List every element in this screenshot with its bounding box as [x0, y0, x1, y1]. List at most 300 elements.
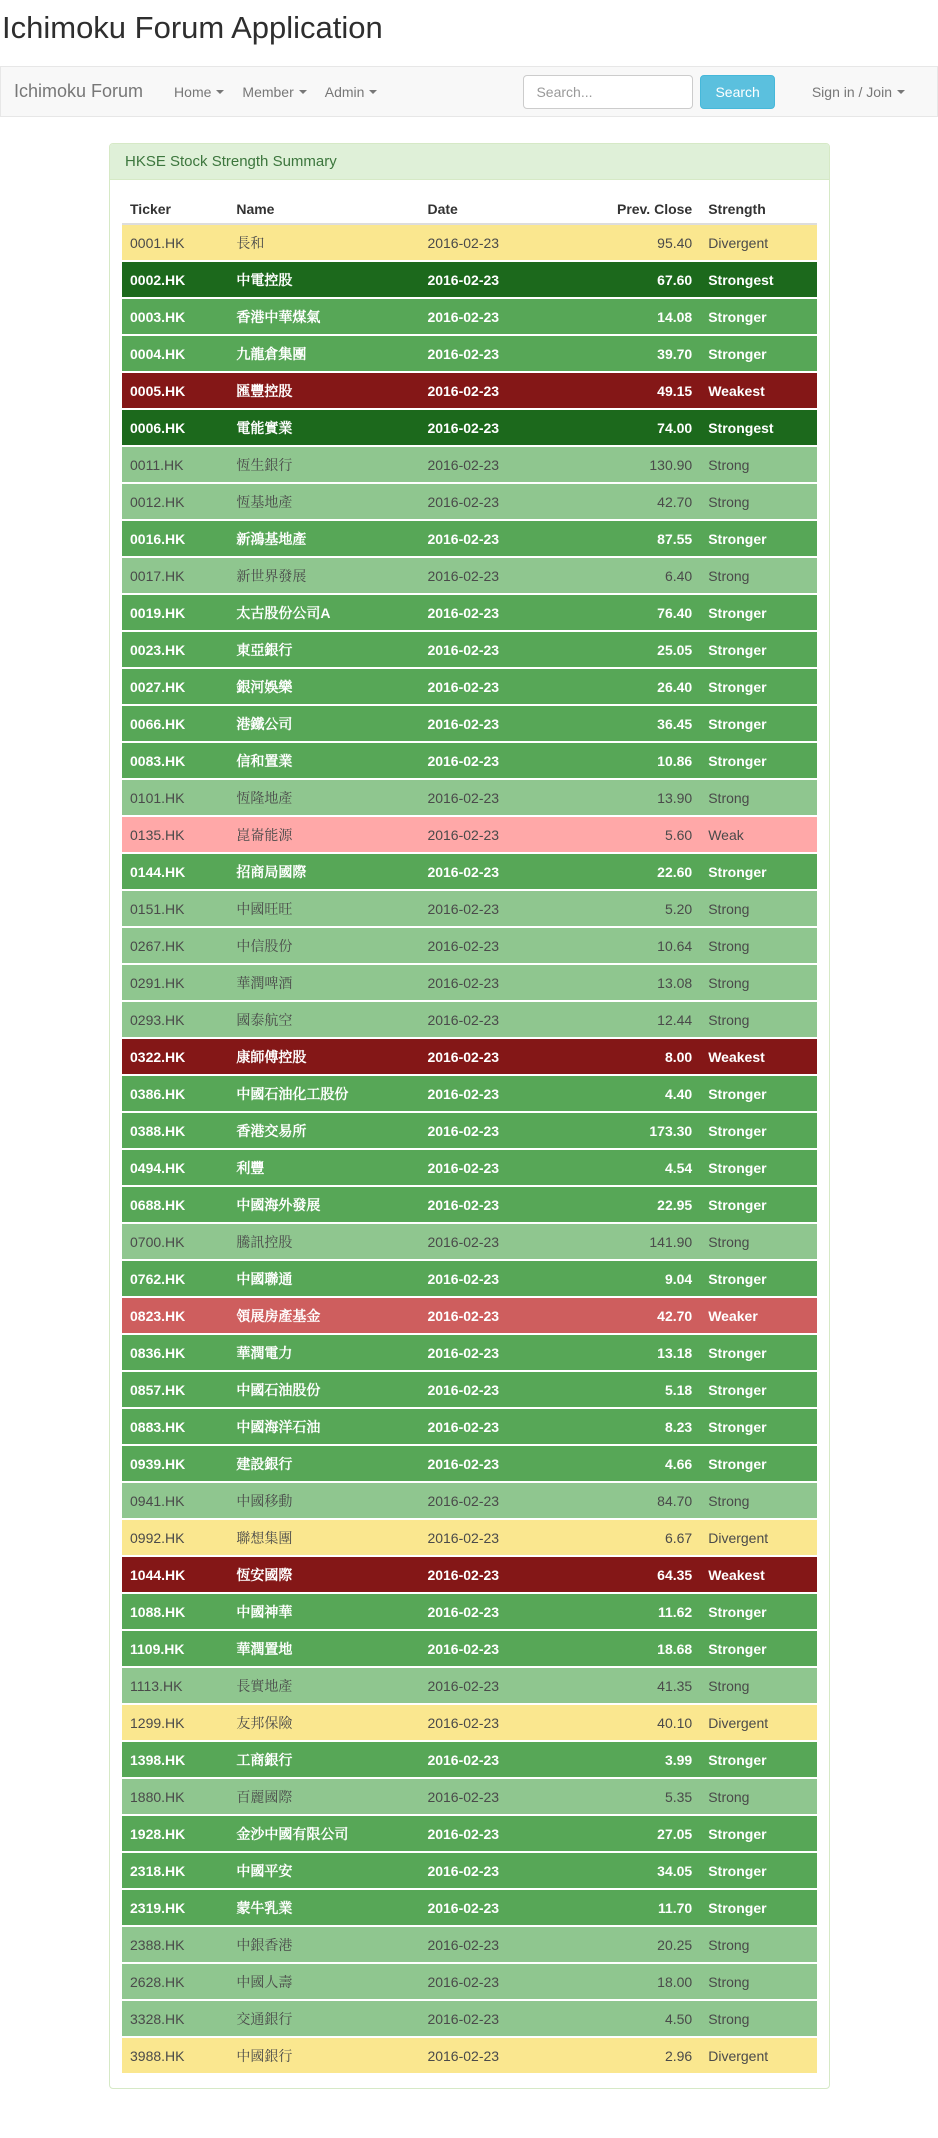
stock-name-cell: 國泰航空: [228, 1001, 419, 1038]
stock-name-cell: 恆基地產: [228, 483, 419, 520]
stock-name-cell: 恆安國際: [228, 1556, 419, 1593]
stock-name-cell: 金沙中國有限公司: [228, 1815, 419, 1852]
table-row: [122, 964, 817, 1001]
ticker-cell: 0688.HK: [122, 1186, 228, 1223]
ticker-cell: 0019.HK: [122, 594, 228, 631]
prev-close-cell: 87.55: [563, 520, 700, 557]
ticker-cell: 0016.HK: [122, 520, 228, 557]
strength-cell: Stronger: [700, 668, 817, 705]
table-row: [122, 372, 817, 409]
ticker-cell: 0941.HK: [122, 1482, 228, 1519]
caret-down-icon: [299, 90, 307, 94]
stock-name-cell: 騰訊控股: [228, 1223, 419, 1260]
ticker-cell: 2318.HK: [122, 1852, 228, 1889]
strength-cell: Weakest: [700, 372, 817, 409]
table-row: [122, 1482, 817, 1519]
stock-name-cell: 中國移動: [228, 1482, 419, 1519]
caret-down-icon: [897, 90, 905, 94]
date-cell: 2016-02-23: [419, 1260, 563, 1297]
strength-cell: Strong: [700, 779, 817, 816]
ticker-cell: 0883.HK: [122, 1408, 228, 1445]
prev-close-cell: 18.00: [563, 1963, 700, 2000]
stock-name-cell: 建設銀行: [228, 1445, 419, 1482]
date-cell: 2016-02-23: [419, 1963, 563, 2000]
prev-close-cell: 13.18: [563, 1334, 700, 1371]
strength-cell: Divergent: [700, 2037, 817, 2073]
strength-cell: Stronger: [700, 298, 817, 335]
table-row: [122, 557, 817, 594]
date-cell: 2016-02-23: [419, 1149, 563, 1186]
date-cell: 2016-02-23: [419, 1926, 563, 1963]
stock-name-cell: 中國聯通: [228, 1260, 419, 1297]
strength-cell: Strongest: [700, 409, 817, 446]
table-row: [122, 1593, 817, 1630]
strength-cell: Strong: [700, 1001, 817, 1038]
ticker-cell: 0144.HK: [122, 853, 228, 890]
date-cell: 2016-02-23: [419, 631, 563, 668]
nav-item-member[interactable]: [233, 67, 315, 117]
signin-join-menu[interactable]: [803, 67, 914, 117]
table-row: [122, 1963, 817, 2000]
date-cell: 2016-02-23: [419, 1038, 563, 1075]
prev-close-cell: 74.00: [563, 409, 700, 446]
strength-cell: Weakest: [700, 1038, 817, 1075]
prev-close-cell: 76.40: [563, 594, 700, 631]
strength-cell: Stronger: [700, 742, 817, 779]
caret-down-icon: [216, 90, 224, 94]
prev-close-cell: 8.00: [563, 1038, 700, 1075]
table-row: [122, 594, 817, 631]
stock-name-cell: 長實地產: [228, 1667, 419, 1704]
stock-name-cell: 友邦保險: [228, 1704, 419, 1741]
stock-name-cell: 銀河娛樂: [228, 668, 419, 705]
nav-item-home-label: Home: [174, 83, 212, 100]
date-cell: 2016-02-23: [419, 668, 563, 705]
prev-close-cell: 173.30: [563, 1112, 700, 1149]
ticker-cell: 0083.HK: [122, 742, 228, 779]
page-title: Ichimoku Forum Application: [2, 10, 383, 45]
table-row: [122, 483, 817, 520]
date-cell: 2016-02-23: [419, 705, 563, 742]
table-header-row: [122, 195, 817, 224]
stock-name-cell: 交通銀行: [228, 2000, 419, 2037]
strength-cell: Strong: [700, 1667, 817, 1704]
strength-cell: Stronger: [700, 1815, 817, 1852]
prev-close-cell: 5.60: [563, 816, 700, 853]
navbar: [0, 66, 938, 117]
prev-close-cell: 10.64: [563, 927, 700, 964]
date-cell: 2016-02-23: [419, 298, 563, 335]
stock-name-cell: 華潤啤酒: [228, 964, 419, 1001]
date-cell: 2016-02-23: [419, 1852, 563, 1889]
strength-cell: Stronger: [700, 335, 817, 372]
prev-close-cell: 11.70: [563, 1889, 700, 1926]
prev-close-cell: 141.90: [563, 1223, 700, 1260]
col-header-date: Date: [419, 195, 563, 224]
table-row: [122, 1445, 817, 1482]
strength-cell: Divergent: [700, 1519, 817, 1556]
table-row: [122, 1075, 817, 1112]
prev-close-cell: 13.90: [563, 779, 700, 816]
table-row: [122, 446, 817, 483]
ticker-cell: 0027.HK: [122, 668, 228, 705]
strength-cell: Stronger: [700, 705, 817, 742]
stock-name-cell: 信和置業: [228, 742, 419, 779]
table-row: [122, 705, 817, 742]
table-row: [122, 1186, 817, 1223]
date-cell: 2016-02-23: [419, 927, 563, 964]
prev-close-cell: 41.35: [563, 1667, 700, 1704]
date-cell: 2016-02-23: [419, 261, 563, 298]
stock-name-cell: 領展房產基金: [228, 1297, 419, 1334]
prev-close-cell: 4.50: [563, 2000, 700, 2037]
stock-name-cell: 中國平安: [228, 1852, 419, 1889]
table-row: [122, 1704, 817, 1741]
prev-close-cell: 64.35: [563, 1556, 700, 1593]
table-row: [122, 1038, 817, 1075]
strength-cell: Stronger: [700, 631, 817, 668]
strength-cell: Stronger: [700, 1075, 817, 1112]
ticker-cell: 1928.HK: [122, 1815, 228, 1852]
stock-name-cell: 工商銀行: [228, 1741, 419, 1778]
date-cell: 2016-02-23: [419, 1112, 563, 1149]
table-row: [122, 1001, 817, 1038]
date-cell: 2016-02-23: [419, 557, 563, 594]
date-cell: 2016-02-23: [419, 2037, 563, 2073]
prev-close-cell: 34.05: [563, 1852, 700, 1889]
date-cell: 2016-02-23: [419, 1519, 563, 1556]
strength-cell: Strong: [700, 446, 817, 483]
table-row: [122, 1852, 817, 1889]
table-row: [122, 1112, 817, 1149]
date-cell: 2016-02-23: [419, 1815, 563, 1852]
table-row: [122, 409, 817, 446]
prev-close-cell: 4.54: [563, 1149, 700, 1186]
ticker-cell: 0004.HK: [122, 335, 228, 372]
strength-cell: Stronger: [700, 1371, 817, 1408]
date-cell: 2016-02-23: [419, 1741, 563, 1778]
stock-name-cell: 中國海外發展: [228, 1186, 419, 1223]
stock-table-body: [122, 224, 817, 2073]
stock-name-cell: 港鐵公司: [228, 705, 419, 742]
stock-name-cell: 百麗國際: [228, 1778, 419, 1815]
panel-heading: HKSE Stock Strength Summary: [110, 144, 829, 180]
panel-body: [110, 180, 829, 2088]
strength-cell: Strong: [700, 1963, 817, 2000]
stock-name-cell: 恆生銀行: [228, 446, 419, 483]
table-row: [122, 224, 817, 261]
strength-cell: Strong: [700, 1223, 817, 1260]
table-row: [122, 1408, 817, 1445]
ticker-cell: 0023.HK: [122, 631, 228, 668]
stock-name-cell: 匯豐控股: [228, 372, 419, 409]
date-cell: 2016-02-23: [419, 1297, 563, 1334]
col-header-ticker: Ticker: [122, 195, 228, 224]
strength-cell: Divergent: [700, 224, 817, 261]
date-cell: 2016-02-23: [419, 1186, 563, 1223]
date-cell: 2016-02-23: [419, 520, 563, 557]
date-cell: 2016-02-23: [419, 1593, 563, 1630]
date-cell: 2016-02-23: [419, 1223, 563, 1260]
strength-cell: Strong: [700, 964, 817, 1001]
stock-name-cell: 招商局國際: [228, 853, 419, 890]
stock-name-cell: 利豐: [228, 1149, 419, 1186]
strength-cell: Stronger: [700, 1334, 817, 1371]
prev-close-cell: 8.23: [563, 1408, 700, 1445]
date-cell: 2016-02-23: [419, 2000, 563, 2037]
prev-close-cell: 39.70: [563, 335, 700, 372]
strength-cell: Stronger: [700, 1186, 817, 1223]
prev-close-cell: 12.44: [563, 1001, 700, 1038]
strength-cell: Stronger: [700, 1408, 817, 1445]
prev-close-cell: 95.40: [563, 224, 700, 261]
ticker-cell: 0762.HK: [122, 1260, 228, 1297]
strength-cell: Strong: [700, 557, 817, 594]
stock-name-cell: 華潤置地: [228, 1630, 419, 1667]
search-button[interactable]: Search: [700, 75, 774, 109]
table-row: [122, 520, 817, 557]
table-row: [122, 1667, 817, 1704]
date-cell: 2016-02-23: [419, 335, 563, 372]
date-cell: 2016-02-23: [419, 1075, 563, 1112]
prev-close-cell: 10.86: [563, 742, 700, 779]
prev-close-cell: 67.60: [563, 261, 700, 298]
prev-close-cell: 5.18: [563, 1371, 700, 1408]
strength-cell: Strong: [700, 483, 817, 520]
stock-name-cell: 新世界發展: [228, 557, 419, 594]
table-row: [122, 1223, 817, 1260]
col-header-strength: Strength: [700, 195, 817, 224]
date-cell: 2016-02-23: [419, 779, 563, 816]
date-cell: 2016-02-23: [419, 1778, 563, 1815]
table-row: [122, 1297, 817, 1334]
stock-name-cell: 華潤電力: [228, 1334, 419, 1371]
prev-close-cell: 6.67: [563, 1519, 700, 1556]
ticker-cell: 0836.HK: [122, 1334, 228, 1371]
navbar-brand[interactable]: Ichimoku Forum: [14, 81, 144, 101]
prev-close-cell: 20.25: [563, 1926, 700, 1963]
date-cell: 2016-02-23: [419, 816, 563, 853]
date-cell: 2016-02-23: [419, 1889, 563, 1926]
table-row: [122, 779, 817, 816]
main-content: [109, 143, 830, 2131]
date-cell: 2016-02-23: [419, 594, 563, 631]
date-cell: 2016-02-23: [419, 1704, 563, 1741]
ticker-cell: 1299.HK: [122, 1704, 228, 1741]
prev-close-cell: 36.45: [563, 705, 700, 742]
prev-close-cell: 4.66: [563, 1445, 700, 1482]
table-row: [122, 1371, 817, 1408]
ticker-cell: 3988.HK: [122, 2037, 228, 2073]
col-header-prev-close: Prev. Close: [563, 195, 700, 224]
strength-cell: Stronger: [700, 520, 817, 557]
table-row: [122, 1519, 817, 1556]
stock-name-cell: 中國旺旺: [228, 890, 419, 927]
search-input[interactable]: [523, 75, 693, 109]
table-row: [122, 927, 817, 964]
prev-close-cell: 84.70: [563, 1482, 700, 1519]
strength-cell: Stronger: [700, 1889, 817, 1926]
ticker-cell: 2319.HK: [122, 1889, 228, 1926]
date-cell: 2016-02-23: [419, 446, 563, 483]
ticker-cell: 0939.HK: [122, 1445, 228, 1482]
ticker-cell: 0700.HK: [122, 1223, 228, 1260]
prev-close-cell: 5.35: [563, 1778, 700, 1815]
strength-cell: Strong: [700, 1926, 817, 1963]
ticker-cell: 0005.HK: [122, 372, 228, 409]
prev-close-cell: 42.70: [563, 1297, 700, 1334]
search-form: [523, 75, 774, 109]
ticker-cell: 3328.HK: [122, 2000, 228, 2037]
ticker-cell: 0267.HK: [122, 927, 228, 964]
strength-cell: Divergent: [700, 1704, 817, 1741]
table-row: [122, 1926, 817, 1963]
stock-name-cell: 中國神華: [228, 1593, 419, 1630]
prev-close-cell: 5.20: [563, 890, 700, 927]
ticker-cell: 0006.HK: [122, 409, 228, 446]
strength-cell: Weaker: [700, 1297, 817, 1334]
strength-cell: Strong: [700, 2000, 817, 2037]
ticker-cell: 0003.HK: [122, 298, 228, 335]
table-row: [122, 1149, 817, 1186]
stock-summary-panel: [109, 143, 830, 2089]
ticker-cell: 0992.HK: [122, 1519, 228, 1556]
date-cell: 2016-02-23: [419, 964, 563, 1001]
prev-close-cell: 18.68: [563, 1630, 700, 1667]
stock-strength-table: [122, 195, 817, 2073]
strength-cell: Stronger: [700, 1149, 817, 1186]
stock-name-cell: 太古股份公司A: [228, 594, 419, 631]
prev-close-cell: 3.99: [563, 1741, 700, 1778]
strength-cell: Stronger: [700, 594, 817, 631]
nav-item-admin-label: Admin: [324, 83, 365, 100]
table-row: [122, 261, 817, 298]
ticker-cell: 1398.HK: [122, 1741, 228, 1778]
stock-name-cell: 香港中華煤氣: [228, 298, 419, 335]
stock-name-cell: 九龍倉集團: [228, 335, 419, 372]
ticker-cell: 2388.HK: [122, 1926, 228, 1963]
strength-cell: Stronger: [700, 1260, 817, 1297]
ticker-cell: 0322.HK: [122, 1038, 228, 1075]
stock-name-cell: 恆隆地產: [228, 779, 419, 816]
table-row: [122, 1889, 817, 1926]
stock-name-cell: 中國海洋石油: [228, 1408, 419, 1445]
prev-close-cell: 11.62: [563, 1593, 700, 1630]
ticker-cell: 0066.HK: [122, 705, 228, 742]
date-cell: 2016-02-23: [419, 1445, 563, 1482]
stock-name-cell: 中電控股: [228, 261, 419, 298]
nav-item-admin[interactable]: [316, 67, 387, 117]
stock-name-cell: 東亞銀行: [228, 631, 419, 668]
table-row: [122, 1630, 817, 1667]
date-cell: 2016-02-23: [419, 742, 563, 779]
table-row: [122, 816, 817, 853]
table-row: [122, 631, 817, 668]
prev-close-cell: 130.90: [563, 446, 700, 483]
strength-cell: Strongest: [700, 261, 817, 298]
table-row: [122, 1741, 817, 1778]
strength-cell: Stronger: [700, 1445, 817, 1482]
stock-name-cell: 中銀香港: [228, 1926, 419, 1963]
ticker-cell: 0823.HK: [122, 1297, 228, 1334]
strength-cell: Weakest: [700, 1556, 817, 1593]
ticker-cell: 0001.HK: [122, 224, 228, 261]
prev-close-cell: 22.95: [563, 1186, 700, 1223]
stock-name-cell: 新鴻基地產: [228, 520, 419, 557]
stock-name-cell: 中信股份: [228, 927, 419, 964]
prev-close-cell: 26.40: [563, 668, 700, 705]
date-cell: 2016-02-23: [419, 1630, 563, 1667]
ticker-cell: 0388.HK: [122, 1112, 228, 1149]
table-row: [122, 890, 817, 927]
stock-name-cell: 電能實業: [228, 409, 419, 446]
ticker-cell: 1109.HK: [122, 1630, 228, 1667]
strength-cell: Strong: [700, 890, 817, 927]
ticker-cell: 0135.HK: [122, 816, 228, 853]
nav-item-home[interactable]: [165, 67, 233, 117]
date-cell: 2016-02-23: [419, 1334, 563, 1371]
ticker-cell: 0011.HK: [122, 446, 228, 483]
ticker-cell: 0494.HK: [122, 1149, 228, 1186]
strength-cell: Stronger: [700, 1630, 817, 1667]
stock-name-cell: 中國石油化工股份: [228, 1075, 419, 1112]
strength-cell: Stronger: [700, 853, 817, 890]
stock-name-cell: 崑崙能源: [228, 816, 419, 853]
table-row: [122, 335, 817, 372]
prev-close-cell: 13.08: [563, 964, 700, 1001]
date-cell: 2016-02-23: [419, 890, 563, 927]
table-row: [122, 1260, 817, 1297]
ticker-cell: 1880.HK: [122, 1778, 228, 1815]
date-cell: 2016-02-23: [419, 1556, 563, 1593]
date-cell: 2016-02-23: [419, 1667, 563, 1704]
stock-name-cell: 康師傅控股: [228, 1038, 419, 1075]
ticker-cell: 2628.HK: [122, 1963, 228, 2000]
ticker-cell: 1088.HK: [122, 1593, 228, 1630]
signin-join-label: Sign in / Join: [811, 83, 892, 100]
prev-close-cell: 27.05: [563, 1815, 700, 1852]
prev-close-cell: 6.40: [563, 557, 700, 594]
prev-close-cell: 22.60: [563, 853, 700, 890]
table-row: [122, 1334, 817, 1371]
col-header-name: Name: [228, 195, 419, 224]
stock-name-cell: 長和: [228, 224, 419, 261]
bottom-spacer: [109, 2089, 830, 2131]
strength-cell: Strong: [700, 927, 817, 964]
ticker-cell: 0101.HK: [122, 779, 228, 816]
stock-name-cell: 聯想集團: [228, 1519, 419, 1556]
date-cell: 2016-02-23: [419, 224, 563, 261]
table-row: [122, 2000, 817, 2037]
date-cell: 2016-02-23: [419, 1001, 563, 1038]
ticker-cell: 0002.HK: [122, 261, 228, 298]
ticker-cell: 0857.HK: [122, 1371, 228, 1408]
prev-close-cell: 40.10: [563, 1704, 700, 1741]
ticker-cell: 0017.HK: [122, 557, 228, 594]
date-cell: 2016-02-23: [419, 853, 563, 890]
stock-name-cell: 中國石油股份: [228, 1371, 419, 1408]
ticker-cell: 0291.HK: [122, 964, 228, 1001]
prev-close-cell: 2.96: [563, 2037, 700, 2073]
date-cell: 2016-02-23: [419, 483, 563, 520]
prev-close-cell: 49.15: [563, 372, 700, 409]
table-row: [122, 1778, 817, 1815]
nav-item-member-label: Member: [242, 83, 294, 100]
ticker-cell: 0293.HK: [122, 1001, 228, 1038]
strength-cell: Stronger: [700, 1112, 817, 1149]
ticker-cell: 1113.HK: [122, 1667, 228, 1704]
ticker-cell: 1044.HK: [122, 1556, 228, 1593]
